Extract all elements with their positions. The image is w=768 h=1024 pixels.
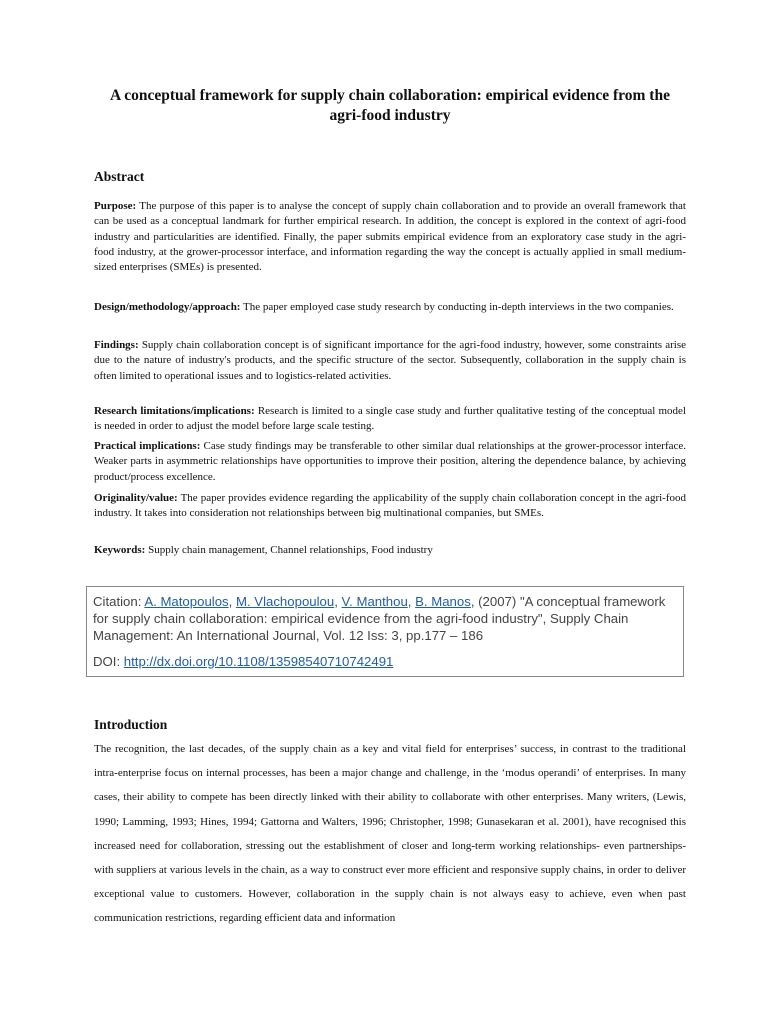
- author-link-4[interactable]: B. Manos: [415, 594, 471, 609]
- abstract-design: [94, 300, 686, 315]
- citation-line: Citation: A. Matopoulos, M. Vlachopoulou, V. Manthou, B. Manos, (2007) "A conceptual framework for supply chain collaboration: empirical evidence from the agri-food industry", Supply Chain Management: An International Journal, Vol. 12 Iss: 3, pp.177 – 186: [93, 594, 666, 643]
- limitations-text: Research is limited to a single case study and further qualitative testing of the conceptual model is needed in order to adjust the model before large scale testing.: [94, 405, 686, 433]
- doi-line: [93, 653, 683, 670]
- doi-label: DOI:: [93, 654, 121, 669]
- findings-text: Supply chain collaboration concept is of significant importance for the agri-food industry, however, some constraints arise due to the nature of industry's products, and the specific structure of the sector. Subsequently, collaboration in the supply chain is often limited to operational issues and to logistics-related activities.: [94, 339, 686, 382]
- abstract-heading: Abstract: [94, 169, 145, 184]
- practical-text: Case study findings may be transferable to other similar dual relationships at the grower-processor interface. Weaker parts in asymmetric relationships have opportunities to improve their position, altering the dependence balance, by achieving product/process excellence.: [94, 440, 687, 483]
- citation-details: , (2007) "A conceptual framework for supply chain collaboration: empirical evidence from the agri-food industry", Supply Chain Management: An International Journal, Vol. 12 Iss: 3, pp.177 – 186: [93, 594, 666, 643]
- keywords-text: Supply chain management, Channel relationships, Food industry: [148, 544, 433, 556]
- purpose-label: Purpose:: [94, 200, 137, 212]
- introduction-heading: Introduction: [94, 717, 168, 732]
- abstract-findings: [94, 338, 686, 384]
- design-label: Design/methodology/approach:: [94, 301, 241, 313]
- citation-prefix: Citation:: [93, 594, 142, 609]
- author-link-2[interactable]: M. Vlachopoulou: [235, 594, 335, 609]
- abstract-practical: [94, 439, 686, 485]
- originality-label: Originality/value:: [94, 492, 178, 504]
- paper-title: A conceptual framework for supply chain collaboration: empirical evidence from the agri-food industry: [110, 87, 670, 124]
- findings-label: Findings:: [94, 339, 139, 351]
- practical-label: Practical implications:: [94, 440, 201, 452]
- author-link-3[interactable]: V. Manthou: [341, 594, 408, 609]
- doi-link[interactable]: http://dx.doi.org/10.1108/13598540710742491: [123, 654, 394, 669]
- abstract-purpose: [94, 199, 686, 275]
- originality-text: The paper provides evidence regarding the applicability of the supply chain collaboration concept in the agri-food industry. It takes into consideration not relationships between big multinational companies, but SMEs.: [94, 492, 686, 520]
- limitations-label: Research limitations/implications:: [94, 405, 255, 417]
- keywords-label: Keywords:: [94, 544, 146, 556]
- design-text: The paper employed case study research by conducting in-depth interviews in the two companies.: [243, 301, 674, 313]
- abstract-keywords: [94, 543, 686, 558]
- purpose-text: The purpose of this paper is to analyse the concept of supply chain collaboration and to provide an overall framework that can be used as a conceptual landmark for further empirical research. In addition, the concept is explored in the context of agri-food industry and particularities are identified. Finally, the paper submits empirical evidence from an exploratory case study in the agri-food industry, at the grower-processor interface, and information regarding the way the concept is actually applied in small medium-sized enterprises (SMEs) is presented.: [94, 200, 686, 274]
- introduction-text: The recognition, the last decades, of the supply chain as a key and vital field for enterprises’ success, in contrast to the traditional intra-enterprise focus on internal processes, has been a major change and challenge, in the ‘modus operandi’ of enterprises. In many cases, their ability to compete has been directly linked with their ability to collaborate with other enterprises. Many writers, (Lewis, 1990; Lamming, 1993; Hines, 1994; Gattorna and Walters, 1996; Christopher, 1998; Gunasekaran et al. 2001), have recognised this increased need for collaboration, stressing out the establishment of closer and long-term working relationships- even partnerships- with suppliers at various levels in the chain, as a way to construct ever more efficient and responsive supply chains, in order to deliver exceptional value to customers. However, collaboration in the supply chain is not always easy to achieve, even when past communication restrictions, regarding efficient data and information: [94, 743, 686, 925]
- author-link-1[interactable]: A. Matopoulos: [144, 594, 229, 609]
- abstract-limitations: [94, 404, 686, 435]
- abstract-originality: [94, 491, 686, 522]
- citation-box: [86, 586, 684, 677]
